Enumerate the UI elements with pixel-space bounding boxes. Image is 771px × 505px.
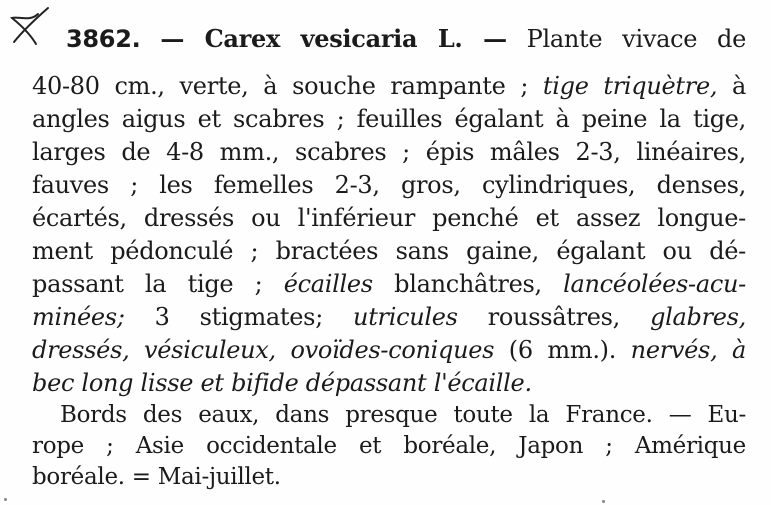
entry-text-line-7 xyxy=(32,235,746,268)
italic-text-segment: nervés, à xyxy=(630,336,747,364)
handwritten-check-mark-icon xyxy=(8,4,54,46)
entry-text-line-5 xyxy=(32,169,746,202)
entry-number: 3862. xyxy=(66,25,141,53)
text-segment: 40-80 cm., verte, à souche rampante ; xyxy=(32,72,543,100)
text-segment: (6 mm.). xyxy=(494,336,631,364)
text-segment: angles aigus et scabres ; feuilles égalant à peine la tige, xyxy=(32,105,746,133)
text-segment: écartés, dressés ou l'inférieur penché et assez longue- xyxy=(32,204,746,232)
entry-text-line-11 xyxy=(32,367,746,400)
italic-text-segment: écailles xyxy=(283,270,373,298)
entry-text-line-9 xyxy=(32,301,746,334)
text-segment: ment pédonculé ; bractées sans gaine, égalant ou dé- xyxy=(32,237,746,265)
entry-text-line-2 xyxy=(32,70,746,103)
entry-text-line-3 xyxy=(32,103,746,136)
entry-first-line xyxy=(66,22,746,56)
text-segment: 3 stigmates; xyxy=(124,303,354,331)
entry-text-line-1 xyxy=(507,25,746,53)
italic-text-segment: tige triquètre, xyxy=(542,72,718,100)
text-segment: blanchâtres, xyxy=(372,270,564,298)
italic-text-segment: utricules xyxy=(353,303,458,331)
habitat-line-3: boréale. = Mai-juillet. xyxy=(32,464,281,490)
habitat-line-1: Bords des eaux, dans presque toute la France. — Eu- xyxy=(60,402,746,428)
text-segment: fauves ; les femelles 2-3, gros, cylindriques, denses, xyxy=(32,171,746,199)
entry-text-line-10 xyxy=(32,334,746,367)
print-speck xyxy=(602,500,605,503)
print-speck xyxy=(4,498,7,501)
italic-text-segment: dressés, vésiculeux, ovoïdes-coniques xyxy=(32,336,495,364)
italic-text-segment: lancéolées-acu- xyxy=(563,270,746,298)
text-segment: passant la tige ; xyxy=(32,270,284,298)
text-segment: à xyxy=(717,72,746,100)
entry-text-line-8 xyxy=(32,268,746,301)
entry-text-line-4 xyxy=(32,136,746,169)
text-segment: larges de 4-8 mm., scabres ; épis mâles 2-3, linéaires, xyxy=(32,138,746,166)
entry-text-line-6 xyxy=(32,202,746,235)
species-name: — Carex vesicaria L. — xyxy=(160,24,507,53)
italic-text-segment: glabres, xyxy=(650,303,746,331)
text-segment: Plante vivace de xyxy=(506,25,746,53)
text-segment: roussâtres, xyxy=(457,303,651,331)
italic-text-segment: minées; xyxy=(32,303,125,331)
habitat-line-2: rope ; Asie occidentale et boréale, Japon ; Amérique xyxy=(32,433,746,459)
italic-text-segment: bec long lisse et bifide dépassant l'écaille. xyxy=(32,369,532,397)
